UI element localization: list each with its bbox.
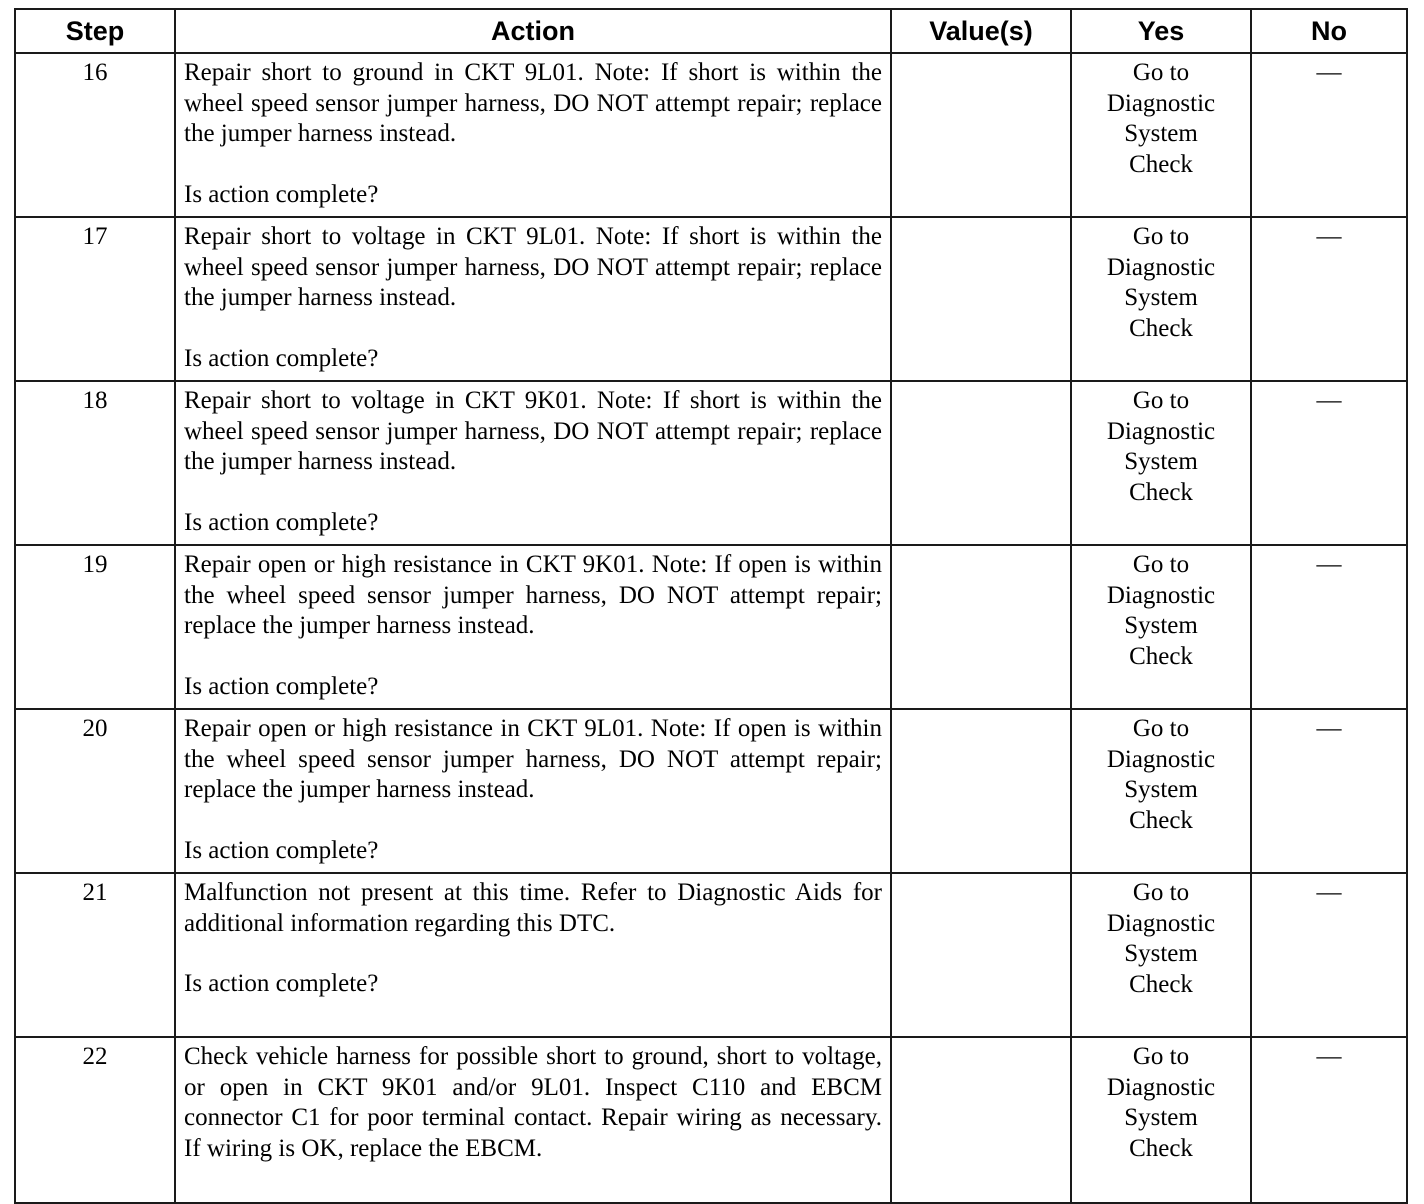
action-question: Is action complete? xyxy=(184,672,379,700)
yes-line: Go to xyxy=(1132,715,1190,742)
table-row xyxy=(15,217,1407,381)
yes-line: System xyxy=(1124,940,1198,967)
yes-line: Go to xyxy=(1132,551,1190,578)
action-cell xyxy=(175,873,891,1037)
yes-line: Diagnostic xyxy=(1106,745,1216,773)
no-cell: — xyxy=(1251,381,1407,545)
yes-line: System xyxy=(1124,776,1198,803)
table-row xyxy=(15,381,1407,545)
yes-line: Go to xyxy=(1132,1043,1190,1070)
value-cell xyxy=(891,53,1071,217)
yes-line: Check xyxy=(1129,478,1193,506)
value-cell xyxy=(891,217,1071,381)
no-cell: — xyxy=(1251,873,1407,1037)
header-action: Action xyxy=(175,9,891,53)
yes-line: Check xyxy=(1129,314,1193,342)
yes-cell xyxy=(1071,1037,1251,1203)
step-number: 18 xyxy=(15,381,175,545)
value-cell xyxy=(891,709,1071,873)
yes-cell xyxy=(1071,873,1251,1037)
header-step: Step xyxy=(15,9,175,53)
action-question: Is action complete? xyxy=(184,508,379,536)
yes-line: Diagnostic xyxy=(1106,1073,1216,1101)
table-row xyxy=(15,1037,1407,1203)
step-number: 19 xyxy=(15,545,175,709)
yes-cell xyxy=(1071,545,1251,709)
action-text: Check vehicle harness for possible short to ground, short to voltage, or open in CKT 9K01 and/or 9L01. Inspect C110 and EBCM connector C1 for poor terminal contact. Repair wiring as necessary. If wiring is OK, replace the EBCM. xyxy=(184,1043,882,1162)
yes-line: Check xyxy=(1129,806,1193,834)
table-row xyxy=(15,873,1407,1037)
action-text: Repair open or high resistance in CKT 9L01. Note: If open is within the wheel speed sensor jumper harness, DO NOT attempt repair; replace the jumper harness instead. xyxy=(184,715,882,803)
yes-line: System xyxy=(1124,448,1198,475)
step-number: 20 xyxy=(15,709,175,873)
no-cell: — xyxy=(1251,545,1407,709)
yes-line: Check xyxy=(1129,970,1193,998)
yes-line: Diagnostic xyxy=(1106,89,1216,117)
yes-line: Go to xyxy=(1132,59,1190,86)
action-cell xyxy=(175,709,891,873)
action-cell xyxy=(175,1037,891,1203)
yes-line: Go to xyxy=(1132,387,1190,414)
yes-line: System xyxy=(1124,120,1198,147)
action-cell xyxy=(175,53,891,217)
action-text: Repair short to voltage in CKT 9L01. Note: If short is within the wheel speed sensor jumper harness, DO NOT attempt repair; replace the jumper harness instead. xyxy=(184,223,882,311)
yes-cell xyxy=(1071,217,1251,381)
action-cell xyxy=(175,545,891,709)
yes-line: System xyxy=(1124,612,1198,639)
yes-cell xyxy=(1071,709,1251,873)
yes-line: Go to xyxy=(1132,223,1190,250)
yes-line: Go to xyxy=(1132,879,1190,906)
value-cell xyxy=(891,873,1071,1037)
no-cell: — xyxy=(1251,217,1407,381)
yes-line: Diagnostic xyxy=(1106,417,1216,445)
step-number: 22 xyxy=(15,1037,175,1203)
value-cell xyxy=(891,381,1071,545)
yes-line: Diagnostic xyxy=(1106,909,1216,937)
diagnostic-table xyxy=(14,8,1408,1204)
table-row xyxy=(15,53,1407,217)
action-question: Is action complete? xyxy=(184,344,379,372)
no-cell: — xyxy=(1251,1037,1407,1203)
yes-line: Diagnostic xyxy=(1106,581,1216,609)
table-body xyxy=(15,53,1407,1203)
header-row xyxy=(15,9,1407,53)
step-number: 21 xyxy=(15,873,175,1037)
yes-cell xyxy=(1071,381,1251,545)
action-question: Is action complete? xyxy=(184,970,379,997)
yes-cell xyxy=(1071,53,1251,217)
action-text: Repair open or high resistance in CKT 9K01. Note: If open is within the wheel speed sensor jumper harness, DO NOT attempt repair; replace the jumper harness instead. xyxy=(184,551,882,639)
action-question: Is action complete? xyxy=(184,836,379,864)
step-number: 16 xyxy=(15,53,175,217)
table-row xyxy=(15,709,1407,873)
no-cell: — xyxy=(1251,53,1407,217)
yes-line: Check xyxy=(1129,642,1193,670)
no-cell: — xyxy=(1251,709,1407,873)
header-no: No xyxy=(1251,9,1407,53)
table-row xyxy=(15,545,1407,709)
yes-line: Diagnostic xyxy=(1106,253,1216,281)
yes-line: System xyxy=(1124,284,1198,311)
header-yes: Yes xyxy=(1071,9,1251,53)
table-header xyxy=(15,9,1407,53)
action-text: Repair short to ground in CKT 9L01. Note: If short is within the wheel speed sensor jumper harness, DO NOT attempt repair; replace the jumper harness instead. xyxy=(184,59,882,147)
action-cell xyxy=(175,217,891,381)
action-cell xyxy=(175,381,891,545)
step-number: 17 xyxy=(15,217,175,381)
yes-line: Check xyxy=(1129,1134,1193,1162)
yes-line: Check xyxy=(1129,150,1193,178)
header-values: Value(s) xyxy=(891,9,1071,53)
value-cell xyxy=(891,545,1071,709)
action-text: Repair short to voltage in CKT 9K01. Note: If short is within the wheel speed sensor jumper harness, DO NOT attempt repair; replace the jumper harness instead. xyxy=(184,387,882,475)
action-text: Malfunction not present at this time. Refer to Diagnostic Aids for additional information regarding this DTC. xyxy=(184,879,882,937)
value-cell xyxy=(891,1037,1071,1203)
yes-line: System xyxy=(1124,1104,1198,1131)
action-question: Is action complete? xyxy=(184,180,379,208)
